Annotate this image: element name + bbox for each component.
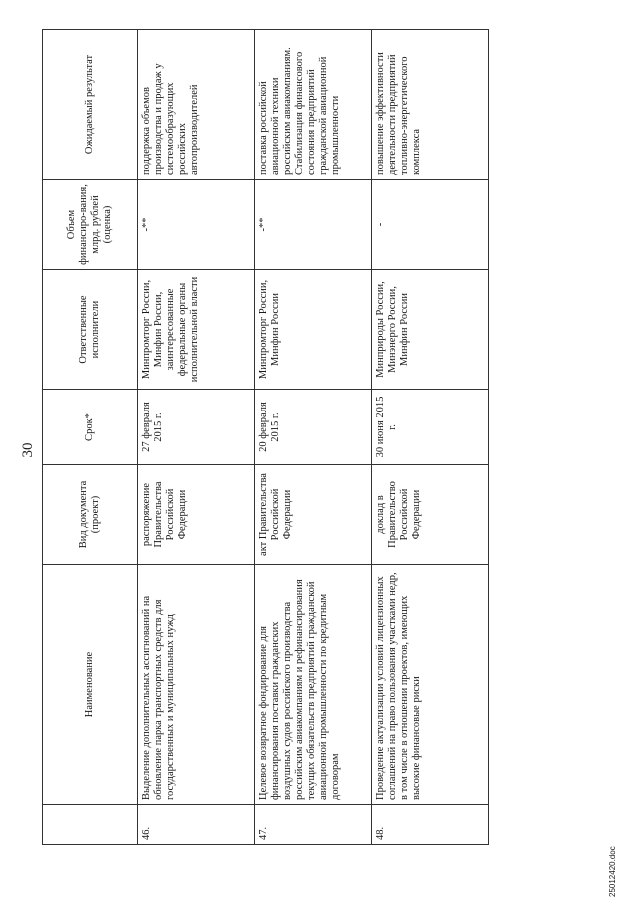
row-executors: Минприроды России, Минэнерго России, Минфин России	[372, 270, 489, 390]
row-deadline: 20 февраля 2015 г.	[255, 390, 372, 465]
row-funding: -**	[138, 180, 255, 270]
header-result: Ожидаемый результат	[43, 30, 138, 180]
row-deadline: 27 февраля 2015 г.	[138, 390, 255, 465]
row-funding: -**	[255, 180, 372, 270]
page-number: 30	[20, 442, 36, 458]
row-executors: Минпромторг России, Минфин России	[255, 270, 372, 390]
table-row	[372, 30, 489, 845]
header-doc-type: Вид документа (проект)	[43, 465, 138, 565]
row-deadline: 30 июня 2015 г.	[372, 390, 489, 465]
row-funding: -	[372, 180, 489, 270]
table-row	[255, 30, 372, 845]
row-doc-type: акт Правительства Российской Федерации	[255, 465, 372, 565]
row-result: повышение эффективности деятельности предприятий топливно-энергетического комплекса	[372, 30, 489, 180]
header-executors: Ответственные исполнители	[43, 270, 138, 390]
row-result: поддержка объемов производства и продаж у системообразующих российских автопроизводителей	[138, 30, 255, 180]
row-num: 47.	[255, 805, 372, 845]
footer-filename: 25012420.doc	[608, 846, 617, 897]
row-num: 46.	[138, 805, 255, 845]
row-name: Проведение актуализации условий лицензионных соглашений на право пользования участками недр, в том числе в отношении проектов, имеющих высокие финансовые риски	[372, 565, 489, 805]
measures-table	[42, 29, 489, 845]
row-name: Целевое возвратное фондирование для финансирования поставки гражданских воздушных судов российского производства российским авиакомпаниям и рефинансирования текущих обязательств предприятий гражданской авиационной промышленности по кредитным договорам	[255, 565, 372, 805]
header-funding: Объем финансиро-вания, млрд. рублей (оценка)	[43, 180, 138, 270]
header-deadline: Срок*	[43, 390, 138, 465]
header-num	[43, 805, 138, 845]
row-num: 48.	[372, 805, 489, 845]
header-name: Наименование	[43, 565, 138, 805]
row-result: поставка российской авиационной техники российским авиакомпаниям. Стабилизация финансового состояния предприятий гражданской авиационной промышленности	[255, 30, 372, 180]
table-header-row	[43, 30, 138, 845]
table-row	[138, 30, 255, 845]
row-doc-type: распоряжение Правительства Российской Федерации	[138, 465, 255, 565]
row-executors: Минпромторг России, Минфин России, заинтересованные федеральные органы исполнительной власти	[138, 270, 255, 390]
row-name: Выделение дополнительных ассигнований на обновление парка транспортных средств для государственных и муниципальных нужд	[138, 565, 255, 805]
row-doc-type: доклад в Правительство Российской Федерации	[372, 465, 489, 565]
